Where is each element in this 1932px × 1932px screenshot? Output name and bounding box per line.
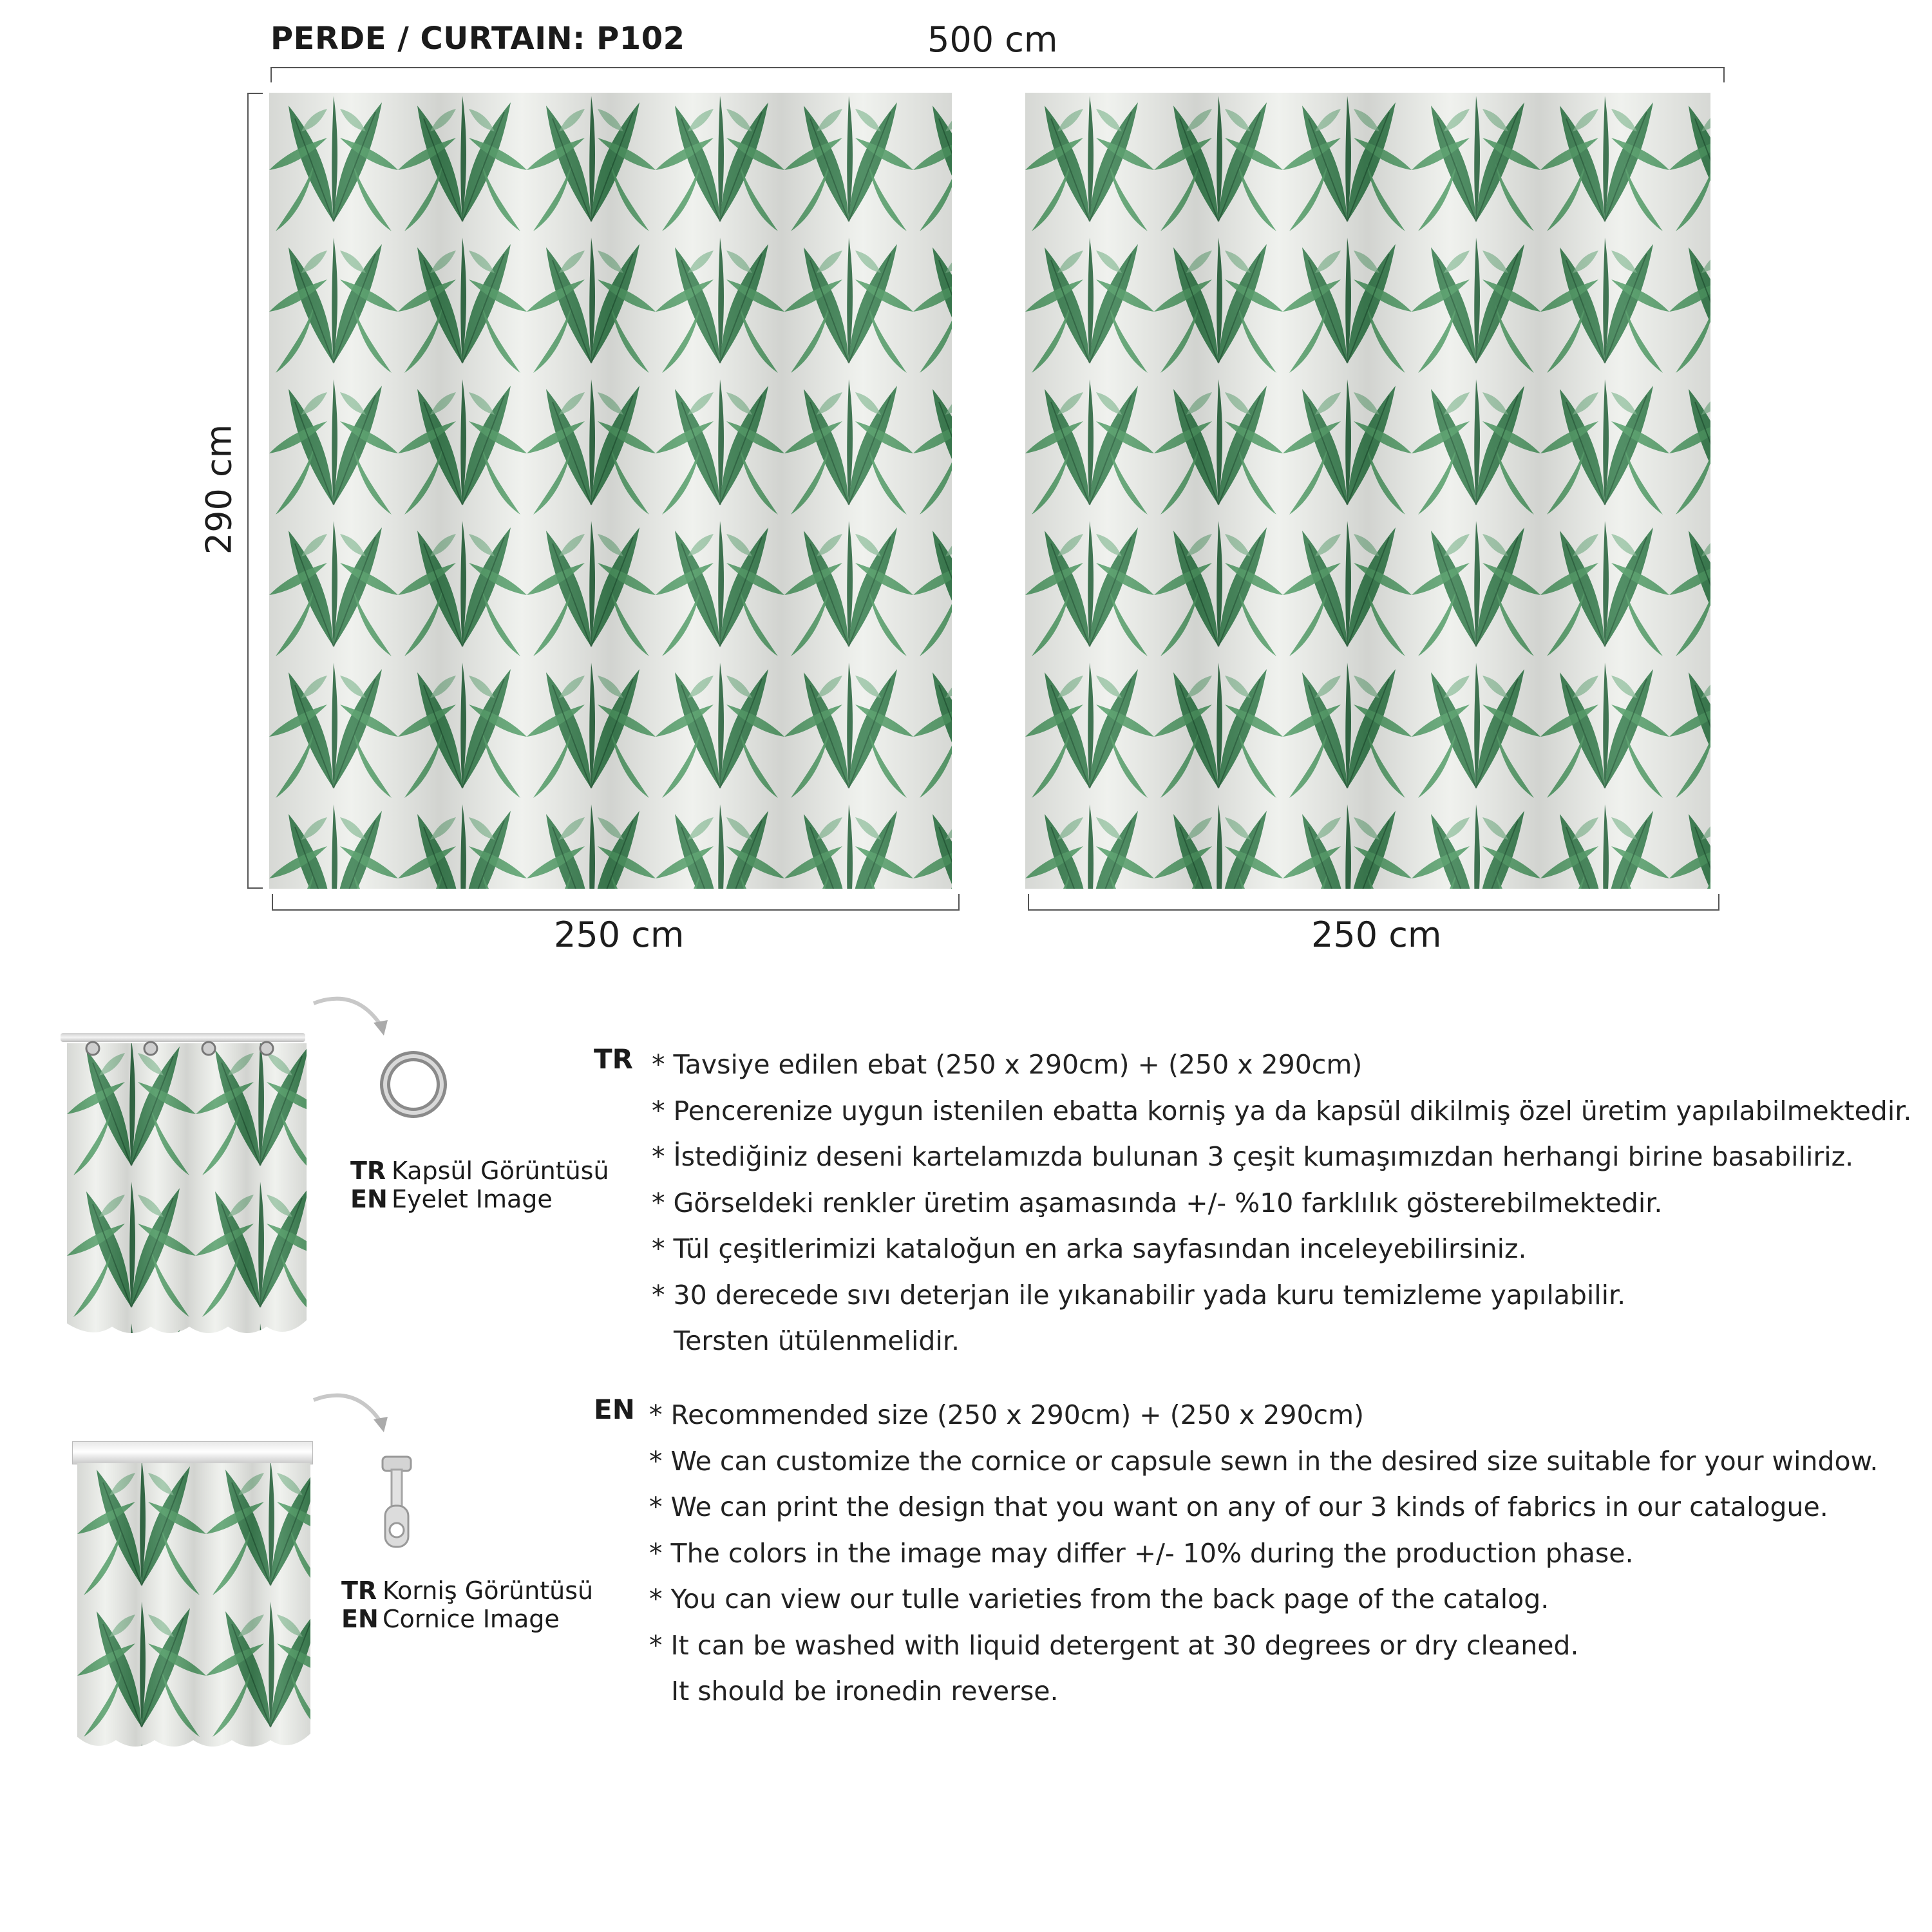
eyelet-curtain-thumbnail xyxy=(67,1037,307,1340)
list-item: * It can be washed with liquid detergent at 30 degrees or dry cleaned. xyxy=(649,1629,1579,1661)
list-item: * You can view our tulle varieties from the back page of the catalog. xyxy=(649,1584,1549,1615)
height-label: 290 cm xyxy=(198,424,240,555)
cornice-hook-icon xyxy=(379,1454,415,1555)
leaf-pattern-image xyxy=(77,1457,310,1753)
eyelet-caption xyxy=(350,1157,609,1213)
tr-section-code: TR xyxy=(594,1043,633,1075)
list-item: * Görseldeki renkler üretim aşamasında +/- %10 farklılık gösterebilmektedir. xyxy=(652,1187,1663,1218)
curved-arrow-icon xyxy=(310,1387,401,1439)
total-width-label: 500 cm xyxy=(927,19,1058,60)
list-item: * Tül çeşitlerimizi kataloğun en arka sayfasından inceleyebilirsiniz. xyxy=(652,1233,1527,1264)
en-notes-list xyxy=(649,1392,1878,1715)
cornice-en-label: Cornice Image xyxy=(383,1605,560,1633)
eyelet-tr-code: TR xyxy=(350,1157,386,1185)
cornice-curtain-thumbnail xyxy=(77,1457,310,1753)
en-section-code: EN xyxy=(594,1394,635,1425)
cornice-tr-code: TR xyxy=(341,1577,377,1605)
height-bracket xyxy=(247,93,263,889)
list-item-continuation: It should be ironedin reverse. xyxy=(671,1676,1059,1707)
list-item: * 30 derecede sıvı deterjan ile yıkanabilir yada kuru temizleme yapılabilir. xyxy=(652,1279,1626,1311)
panel-width-label-left: 250 cm xyxy=(554,914,685,955)
list-item: * We can print the design that you want on any of our 3 kinds of fabrics in our catalogue. xyxy=(649,1492,1828,1522)
tr-notes-list xyxy=(652,1042,1911,1365)
eyelet-en-code: EN xyxy=(350,1185,388,1213)
total-width-bracket xyxy=(270,67,1725,82)
cornice-caption xyxy=(341,1577,593,1633)
panel-width-bracket-left xyxy=(272,894,960,911)
list-item: * Recommended size (250 x 290cm) + (250 x 290cm) xyxy=(649,1399,1365,1430)
curtain-panel-left xyxy=(269,93,952,889)
cornice-en-code: EN xyxy=(341,1605,379,1633)
cornice-tr-label: Korniş Görüntüsü xyxy=(383,1577,594,1605)
page-title: PERDE / CURTAIN: P102 xyxy=(270,21,685,57)
leaf-pattern-image xyxy=(269,93,952,889)
panel-width-bracket-right xyxy=(1028,894,1719,911)
list-item: * Pencerenize uygun istenilen ebatta korniş ya da kapsül dikilmiş özel üretim yapılabilmektedir. xyxy=(652,1095,1912,1126)
curtain-panel-right xyxy=(1025,93,1710,889)
eyelet-ring-icon xyxy=(379,1050,448,1119)
panel-width-label-right: 250 cm xyxy=(1311,914,1442,955)
leaf-pattern-image xyxy=(1025,93,1710,889)
list-item: * İstediğiniz deseni kartelamızda bulunan 3 çeşit kumaşımızdan herhangi birine basabiliriz. xyxy=(652,1141,1854,1172)
curved-arrow-icon xyxy=(310,990,401,1042)
list-item-continuation: Tersten ütülenmelidir. xyxy=(674,1325,960,1356)
list-item: * Tavsiye edilen ebat (250 x 290cm) + (250 x 290cm) xyxy=(652,1049,1363,1080)
list-item: * We can customize the cornice or capsule sewn in the desired size suitable for your window. xyxy=(649,1445,1879,1477)
list-item: * The colors in the image may differ +/- 10% during the production phase. xyxy=(649,1537,1634,1569)
leaf-pattern-image xyxy=(67,1037,307,1340)
eyelet-tr-label: Kapsül Görüntüsü xyxy=(392,1157,609,1185)
eyelet-en-label: Eyelet Image xyxy=(392,1185,553,1213)
